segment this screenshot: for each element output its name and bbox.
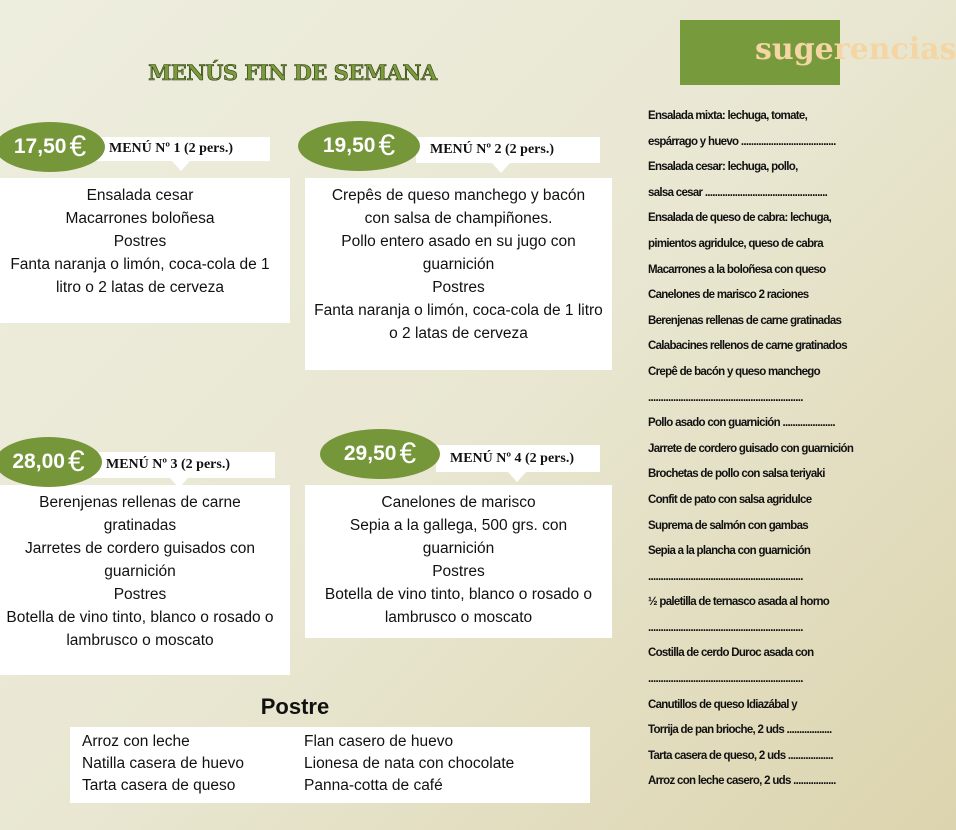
sugerencia-item: pimientos agridulce, queso de cabra — [648, 237, 823, 250]
arrow-icon — [172, 161, 190, 171]
menu-item: Macarrones boloñesa — [65, 210, 215, 227]
sugerencia-item: Sepia a la plancha con guarnición — [648, 545, 811, 558]
sugerencia-item: Costilla de cerdo Duroc asada con — [648, 647, 814, 660]
postre-item: Arroz con leche — [82, 733, 190, 750]
arrow-icon — [170, 478, 188, 488]
postre-col-2 — [304, 731, 578, 799]
menu-item: Postres — [113, 586, 167, 603]
menu-item: Jarretes de cordero guisados con guarnición — [24, 540, 256, 580]
menu-item: Berenjenas rellenas de carne gratinadas — [39, 494, 241, 534]
menu-item: Sepia a la gallega, 500 grs. con guarnición — [349, 517, 568, 557]
sugerencia-item: Jarrete de cordero guisado con guarnición — [648, 442, 854, 455]
menu-3-price — [0, 437, 102, 487]
sugerencia-item: Ensalada cesar: lechuga, pollo, — [648, 161, 798, 174]
sugerencia-item: Pollo asado con guarnición ..................... — [648, 417, 835, 430]
arrow-icon — [492, 163, 510, 173]
sugerencia-item: Brochetas de pollo con salsa teriyaki — [648, 468, 825, 481]
menu-1-price — [0, 122, 105, 172]
sugerencia-item: Canutillos de queso Idiazábal y — [648, 698, 797, 711]
sugerencia-item: Berenjenas rellenas de carne gratinadas — [648, 314, 842, 327]
menu-2-card — [305, 178, 612, 370]
menu-2-price — [298, 121, 420, 171]
euro-icon: € — [399, 437, 417, 470]
postre-list — [70, 727, 590, 803]
menu-3-card — [0, 485, 290, 675]
sugerencia-item: .............................................................. — [648, 570, 803, 583]
menu-item: Fanta naranja o limón, coca-cola de 1 litro o 2 latas de cerveza — [314, 302, 603, 342]
sugerencia-item: Arroz con leche casero, 2 uds ................. — [648, 775, 836, 788]
menu-4-price — [320, 429, 440, 479]
sugerencia-item: Macarrones a la boloñesa con queso — [648, 263, 826, 276]
price-value: 19,50 — [322, 134, 376, 157]
sugerencia-item: .............................................................. — [648, 391, 803, 404]
sugerencia-item: Ensalada de queso de cabra: lechuga, — [648, 212, 832, 225]
postre-item: Lionesa de nata con chocolate — [304, 755, 515, 772]
euro-icon: € — [69, 130, 87, 163]
postre-item: Tarta casera de queso — [82, 777, 236, 794]
menu-1-card — [0, 178, 290, 323]
menu-item: Postres — [113, 233, 167, 250]
sugerencias-banner: sugerencias — [680, 20, 840, 85]
euro-icon: € — [67, 445, 85, 478]
sugerencia-item: Canelones de marisco 2 raciones — [648, 289, 809, 302]
menu-item: Crepês de queso manchego y bacón con salsa de champiñones. — [331, 187, 586, 227]
menu-2-header: MENÚ Nº 2 (2 pers.) — [416, 137, 600, 163]
menu-item: Pollo entero asado en su jugo con guarnición — [341, 233, 576, 273]
sugerencias-list — [648, 104, 854, 795]
sugerencia-item: Calabacines rellenos de carne gratinados — [648, 340, 847, 353]
sugerencia-item: Ensalada mixta: lechuga, tomate, — [648, 110, 808, 122]
sugerencia-item: salsa cesar ................................................. — [648, 186, 828, 199]
price-value: 17,50 — [13, 135, 67, 158]
sugerencia-item: Confit de pato con salsa agridulce — [648, 493, 812, 506]
price-value: 28,00 — [12, 450, 65, 473]
menu-item: Postres — [432, 279, 485, 296]
menu-3-header: MENÚ Nº 3 (2 pers.) — [92, 452, 275, 478]
postre-col-1 — [82, 731, 304, 799]
menu-4-card — [305, 485, 612, 638]
sugerencia-item: Torrija de pan brioche, 2 uds .................. — [648, 724, 832, 737]
sugerencia-item: .............................................................. — [648, 621, 803, 634]
sugerencia-item: Suprema de salmón con gambas — [648, 519, 808, 532]
menu-item: Fanta naranja o limón, coca-cola de 1 litro o 2 latas de cerveza — [10, 256, 270, 296]
menu-4-header: MENÚ Nº 4 (2 pers.) — [436, 445, 600, 472]
sugerencia-item: Crepê de bacón y queso manchego — [648, 365, 820, 378]
menu-item: Ensalada cesar — [86, 187, 194, 204]
postre-item: Panna-cotta de café — [304, 777, 443, 794]
sugerencia-item: Tarta casera de queso, 2 uds .................. — [648, 749, 833, 762]
postre-item: Natilla casera de huevo — [82, 755, 244, 772]
price-value: 29,50 — [343, 442, 397, 465]
sugerencia-item: .............................................................. — [648, 673, 803, 686]
euro-icon: € — [378, 129, 396, 162]
arrow-icon — [508, 472, 526, 482]
menu-1-header: MENÚ Nº 1 (2 pers.) — [95, 137, 270, 161]
menu-item: Botella de vino tinto, blanco o rosado o lambrusco o moscato — [6, 609, 274, 649]
page-title: MENÚS FIN DE SEMANA — [148, 60, 437, 85]
menu-item: Canelones de marisco — [381, 494, 536, 511]
sugerencia-item: espárrago y huevo ...................................... — [648, 135, 836, 148]
menu-item: Postres — [432, 563, 485, 580]
postre-item: Flan casero de huevo — [304, 733, 454, 750]
sugerencia-item: ½ paletilla de ternasco asada al horno — [648, 596, 830, 609]
postre-heading: Postre — [260, 694, 330, 719]
menu-item: Botella de vino tinto, blanco o rosado o lambrusco o moscato — [324, 586, 593, 626]
